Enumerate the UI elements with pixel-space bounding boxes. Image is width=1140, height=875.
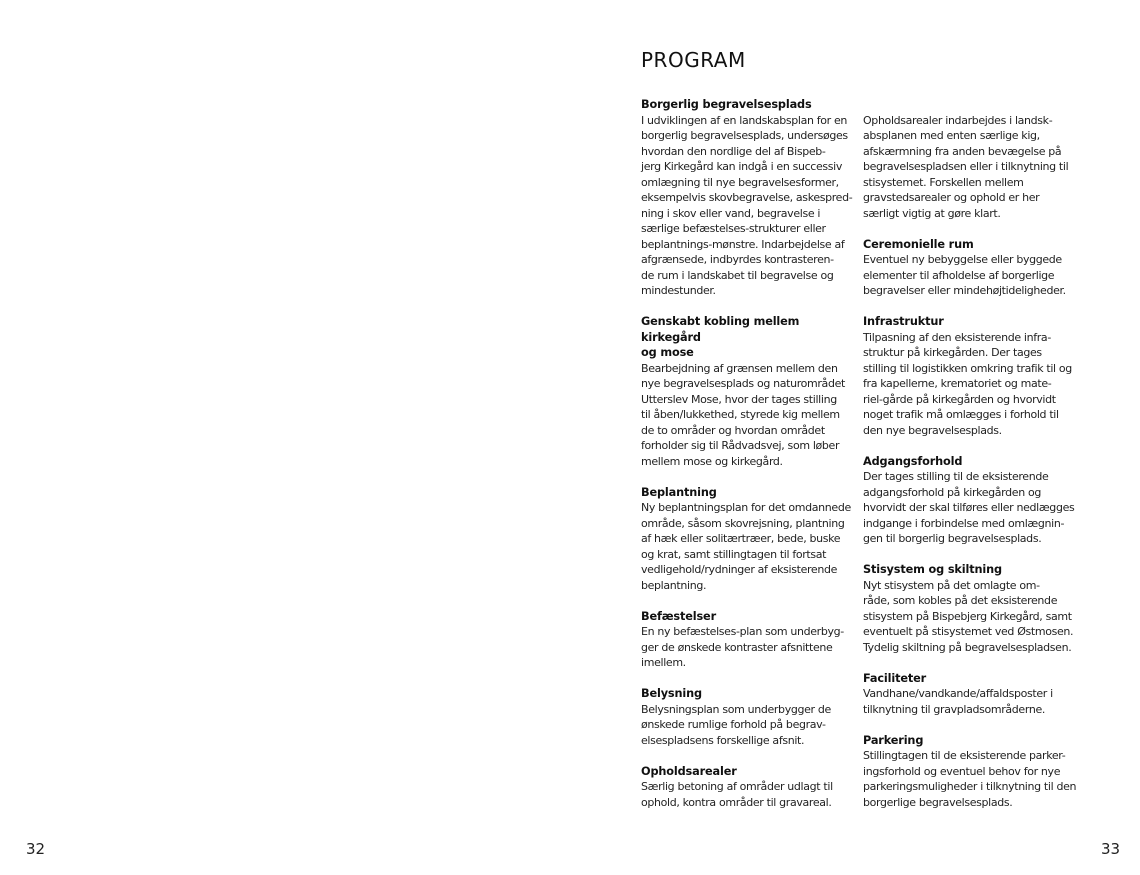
section-heading: Genskabt kobling mellem kirkegård og mose xyxy=(641,315,800,359)
page-title: PROGRAM xyxy=(641,48,746,72)
text-line: begravelser eller mindehøjtideligheder. xyxy=(863,284,1066,297)
text-line: Vandhane/vandkande/affaldsposter i xyxy=(863,687,1053,700)
text-line: nye begravelsesplads og naturområdet xyxy=(641,377,845,390)
section-heading: Parkering xyxy=(863,733,924,747)
section-opholdsarealer-continued xyxy=(863,113,1073,222)
text-line: Nyt stisystem på det omlagte om- xyxy=(863,578,1040,592)
text-line: afskærmning fra anden bevægelse på xyxy=(863,144,1062,158)
section-parkering xyxy=(863,733,1077,811)
section-faciliteter xyxy=(863,671,1073,718)
text-line: de to områder og hvordan området xyxy=(641,423,825,437)
text-line: stilling til logistikken omkring trafik til og xyxy=(863,361,1072,375)
text-line: særlige befæstelses-strukturer eller xyxy=(641,222,826,235)
section-borgerlig-begravelsesplads xyxy=(641,97,851,299)
text-line: En ny befæstelses-plan som underbyg- xyxy=(641,625,844,638)
text-line: Utterslev Mose, hvor der tages stilling xyxy=(641,392,837,406)
section-heading: Stisystem og skiltning xyxy=(863,563,1002,576)
text-line: beplantning. xyxy=(641,578,707,592)
section-beplantning xyxy=(641,485,851,594)
text-line: jerg Kirkegård kan indgå i en successiv xyxy=(641,160,843,173)
section-belysning xyxy=(641,686,851,748)
text-line: Bearbejdning af grænsen mellem den xyxy=(641,361,838,375)
text-line: indgange i forbindelse med omlægnin- xyxy=(863,516,1065,530)
section-heading: Befæstelser xyxy=(641,609,716,623)
section-ceremonielle-rum xyxy=(863,237,1073,299)
page-number-left: 32 xyxy=(26,840,46,858)
section-befaestelser xyxy=(641,609,851,671)
section-heading: Ceremonielle rum xyxy=(863,237,974,251)
text-line: gen til borgerlig begravelsesplads. xyxy=(863,532,1042,545)
text-line: Belysningsplan som underbygger de xyxy=(641,702,831,716)
text-line: Stillingtagen til de eksisterende parker- xyxy=(863,749,1066,762)
section-genskabt-kobling xyxy=(641,314,851,469)
text-line: stisystemet. Forskellen mellem xyxy=(863,175,1024,189)
text-line: Ny beplantningsplan for det omdannede xyxy=(641,501,851,514)
text-line: ophold, kontra områder til gravareal. xyxy=(641,795,832,809)
text-line: I udviklingen af en landskabsplan for en xyxy=(641,113,848,127)
text-line: vedligehold/rydninger af eksisterende xyxy=(641,563,838,576)
text-line: særligt vigtig at gøre klart. xyxy=(863,206,1001,220)
text-line: borgerlige begravelsesplads. xyxy=(863,795,1013,809)
text-line: den nye begravelsesplads. xyxy=(863,423,1002,437)
section-heading: Opholdsarealer xyxy=(641,764,737,778)
text-line: elsespladsens forskellige afsnit. xyxy=(641,733,805,747)
text-line: fra kapellerne, krematoriet og mate- xyxy=(863,377,1052,390)
text-line: af hæk eller solitærtræer, bede, buske xyxy=(641,532,841,545)
text-line: noget trafik må omlægges i forhold til xyxy=(863,408,1059,421)
text-line: Tilpasning af den eksisterende infra- xyxy=(863,330,1051,344)
text-line: hvordan den nordlige del af Bispeb- xyxy=(641,144,826,158)
section-adgangsforhold xyxy=(863,454,1073,547)
text-line: til åben/lukkethed, styrede kig mellem xyxy=(641,408,840,421)
text-line: ønskede rumlige forhold på begrav- xyxy=(641,718,826,731)
text-line: eventuelt på stisystemet ved Østmosen. xyxy=(863,625,1074,638)
text-line: parkeringsmuligheder i tilknytning til den xyxy=(863,780,1077,793)
section-heading: Faciliteter xyxy=(863,671,927,685)
right-text-column xyxy=(863,97,1077,826)
text-line: ning i skov eller vand, begravelse i xyxy=(641,206,821,220)
text-line: beplantnings-mønstre. Indarbejdelse af xyxy=(641,237,845,251)
text-line: absplanen med enten særlige kig, xyxy=(863,129,1040,142)
text-line: Særlig betoning af områder udlagt til xyxy=(641,780,833,793)
section-heading: Belysning xyxy=(641,687,702,700)
section-heading: Infrastruktur xyxy=(863,315,944,328)
left-text-column xyxy=(641,97,851,826)
text-line: ingsforhold og eventuel behov for nye xyxy=(863,764,1061,778)
text-line: ger de ønskede kontraster afsnittene xyxy=(641,640,833,654)
section-stisystem-og-skiltning xyxy=(863,562,1073,655)
section-infrastruktur xyxy=(863,314,1073,438)
text-line: de rum i landskabet til begravelse og xyxy=(641,268,834,282)
section-heading: Borgerlig begravelsesplads xyxy=(641,98,812,111)
text-line: adgangsforhold på kirkegården og xyxy=(863,485,1041,499)
section-heading: Beplantning xyxy=(641,485,717,499)
text-line: og krat, samt stillingtagen til fortsat xyxy=(641,547,827,561)
text-line: imellem. xyxy=(641,656,686,669)
text-line: Tydelig skiltning på begravelsespladsen. xyxy=(863,640,1072,654)
text-line: eksempelvis skovbegravelse, askespred- xyxy=(641,191,853,204)
text-line: begravelsespladsen eller i tilknytning til xyxy=(863,160,1069,173)
text-line: riel-gårde på kirkegården og hvorvidt xyxy=(863,392,1056,406)
text-line: område, såsom skovrejsning, plantning xyxy=(641,516,845,530)
text-line: Der tages stilling til de eksisterende xyxy=(863,470,1049,483)
text-line: elementer til afholdelse af borgerlige xyxy=(863,268,1055,282)
text-line: stisystem på Bispebjerg Kirkegård, samt xyxy=(863,609,1072,623)
text-line: borgerlig begravelsesplads, undersøges xyxy=(641,129,848,142)
text-line: Opholdsarealer indarbejdes i landsk- xyxy=(863,113,1053,127)
page-number-right: 33 xyxy=(1101,840,1121,858)
section-opholdsarealer xyxy=(641,764,851,811)
section-heading: Adgangsforhold xyxy=(863,454,963,468)
text-line: omlægning til nye begravelsesformer, xyxy=(641,175,839,189)
text-line: struktur på kirkegården. Der tages xyxy=(863,346,1042,359)
text-line: afgrænsede, indbyrdes kontrasteren- xyxy=(641,253,834,266)
text-line: gravstedsarealer og ophold er her xyxy=(863,191,1040,204)
text-line: Eventuel ny bebyggelse eller byggede xyxy=(863,253,1062,266)
text-line: hvorvidt der skal tilføres eller nedlægges xyxy=(863,501,1075,514)
text-line: mindestunder. xyxy=(641,284,716,297)
text-line: mellem mose og kirkegård. xyxy=(641,454,783,468)
text-line: råde, som kobles på det eksisterende xyxy=(863,594,1058,607)
text-line: forholder sig til Rådvadsvej, som løber xyxy=(641,439,840,452)
text-line: tilknytning til gravpladsområderne. xyxy=(863,702,1046,716)
